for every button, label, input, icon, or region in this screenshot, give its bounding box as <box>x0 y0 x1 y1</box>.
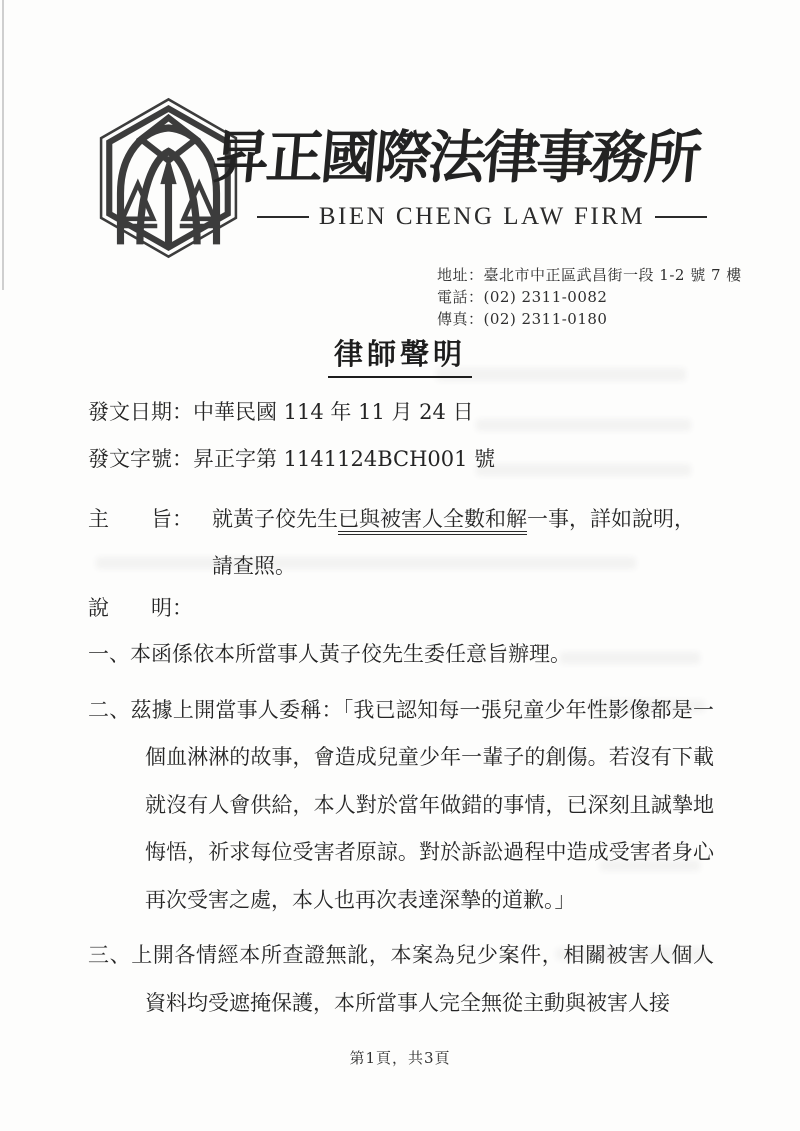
phone-line: 電話：(02) 2311-0082 <box>437 288 608 306</box>
subject-label: 主 旨： <box>88 507 193 531</box>
fax-line: 傳真：(02) 2311-0180 <box>437 310 608 328</box>
contact-block <box>437 264 742 330</box>
item-text: 上開各情經本所查證無訛，本案為兒少案件，相關被害人個人資料均受遮掩保護，本所當事人完全無從主動與被害人接 <box>131 943 715 1015</box>
document-title-row <box>0 332 800 378</box>
subject-body <box>212 496 718 590</box>
item-marker: 一、 <box>88 642 130 666</box>
firm-name-chinese: 昇正國際法律事務所 <box>209 124 702 191</box>
subject-line-1 <box>212 496 718 543</box>
page-number: 第1頁，共3頁 <box>349 1049 451 1067</box>
subject-line-2: 請查照。 <box>212 554 296 578</box>
bleed-through-artifact <box>476 464 691 476</box>
item-marker: 二、 <box>88 697 131 722</box>
explanation-label: 說 明： <box>88 596 193 620</box>
bleed-through-artifact <box>476 419 691 431</box>
subject-text-after: 一事，詳如說明， <box>527 507 695 531</box>
subject-text-before: 就黃子佼先生 <box>212 507 338 531</box>
reference-number: 發文字號：昇正字第 1141124BCH001 號 <box>88 447 496 471</box>
statement-item-2 <box>88 687 714 925</box>
subject-section <box>88 496 718 590</box>
decorative-rule-right <box>655 216 707 218</box>
explanation-items <box>88 631 714 1035</box>
item-marker: 三、 <box>88 943 132 967</box>
item-text: 茲據上開當事人委稱：「我已認知每一張兒童少年性影像都是一個血淋淋的故事，會造成兒童少年一輩子的創傷。若沒有下載就沒有人會供給，本人對於當年做錯的事情，已深刻且誠摯地悔悟，祈求每位受害者原諒。對於訴訟過程中造成受害者身心再次受害之處，本人也再次表達深摯的道歉。」 <box>130 697 715 912</box>
item-text: 本函係依本所當事人黃子佼先生委任意旨辦理。 <box>130 642 571 666</box>
firm-name-english-text: BIEN CHENG LAW FIRM <box>318 203 646 230</box>
statement-item-1 <box>88 631 714 679</box>
subject-underlined-text: 已與被害人全數和解 <box>338 507 527 535</box>
scan-artifact-line <box>2 0 4 290</box>
decorative-rule-left <box>257 216 309 218</box>
address-line: 地址：臺北市中正區武昌街一段 1-2 號 7 樓 <box>437 266 742 284</box>
issue-date: 發文日期：中華民國 114 年 11 月 24 日 <box>88 400 474 424</box>
firm-name-english <box>246 203 718 231</box>
document-title: 律師聲明 <box>328 332 472 378</box>
statement-item-3 <box>88 932 714 1027</box>
